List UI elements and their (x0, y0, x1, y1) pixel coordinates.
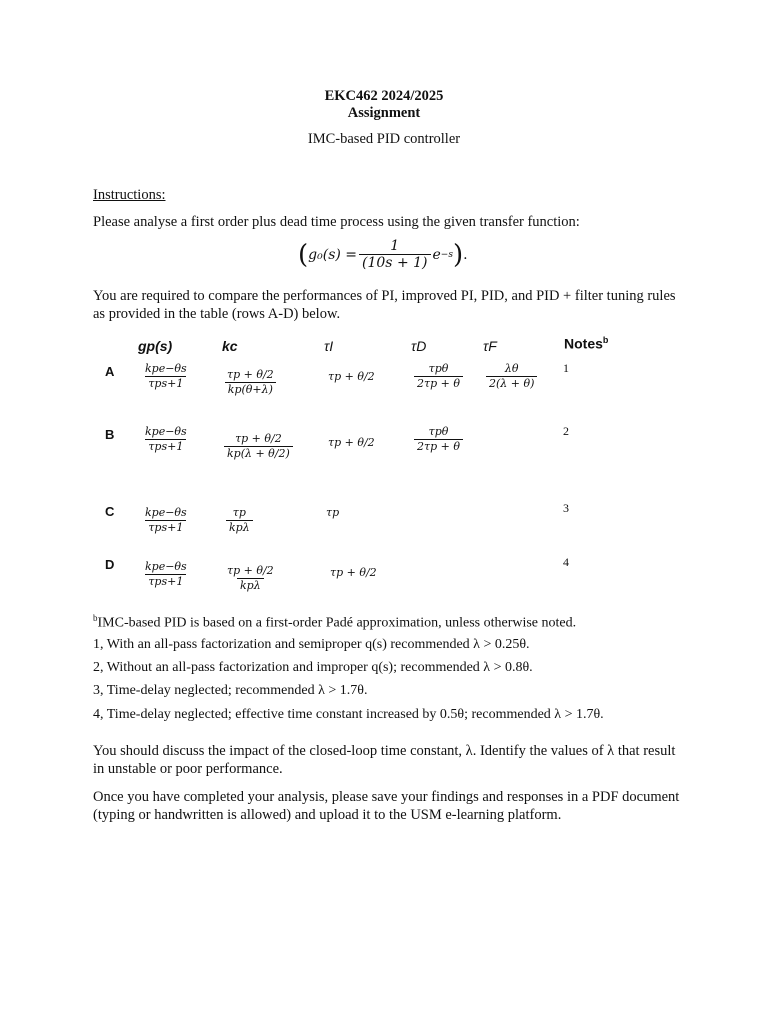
equation-exp-power: −s (440, 249, 453, 260)
compare-paragraph: You are required to compare the performances of PI, improved PI, PID, and PID + filter tuning rules as provided in the table (rows A-D) below. (93, 288, 676, 322)
cell-gp-b: $\frac{\text{kpe−θs}}{\text{τps+1}}$ (145, 425, 187, 453)
row-label-d: D (105, 557, 115, 572)
cell-gp-d: $\frac{\text{kpe−θs}}{\text{τps+1}}$ (145, 560, 187, 588)
cell-td-b: $\frac{\text{τpθ}}{2\tau p + \theta}$ (414, 425, 463, 454)
cell-tf-a: $\frac{\lambda\theta}{2(\lambda + \theta)}$ (486, 362, 537, 391)
doc-type: Assignment (347, 105, 421, 121)
footnote-b: $^b$IMC-based PID is based on a first-order Padé approximation, unless otherwise noted. (93, 613, 577, 631)
cell-kc-b: $\frac{\tau p + \theta/2}{kp(\lambda + \theta/2)}$ (224, 432, 293, 461)
cell-td-a: $\frac{\text{τpθ}}{2\tau p + \theta}$ (414, 362, 463, 391)
equation-exp: e (432, 246, 441, 263)
header-kc: kc (222, 338, 238, 354)
header-td: τD (411, 338, 427, 354)
cell-ti-b: τp + θ/2 (328, 436, 375, 449)
cell-gp-a: $\frac{\text{kpe−θs}}{\text{τps+1}}$ (145, 362, 187, 390)
header-gp: gp(s) (138, 338, 173, 354)
row-note-b: 2 (563, 424, 569, 438)
doc-subtitle: IMC-based PID controller (307, 131, 461, 147)
equation-denominator: (10s + 1) (359, 254, 430, 271)
footnote-1: 1, With an all-pass factorization and semiproper q(s) recommended λ > 0.25θ. (93, 637, 530, 652)
lambda-paragraph: You should discuss the impact of the closed-loop time constant, λ. Identify the values of λ that result in unstable or poor performance. (93, 743, 676, 777)
equation-numerator: 1 (390, 238, 400, 254)
header-tf: τF (483, 338, 497, 354)
row-note-d: 4 (563, 555, 569, 569)
footnote-3: 3, Time-delay neglected; recommended λ > 1.7θ. (93, 683, 368, 698)
equation-lhs: g₀(s) = (308, 246, 358, 263)
cell-gp-c: $\frac{\text{kpe−θs}}{\text{τps+1}}$ (145, 506, 187, 534)
course-code: EKC462 2024/2025 (324, 88, 444, 104)
footnote-4: 4, Time-delay neglected; effective time constant increased by 0.5θ; recommended λ > 1.7θ. (93, 707, 604, 722)
cell-ti-a: τp + θ/2 (328, 370, 375, 383)
row-label-c: C (105, 504, 115, 519)
cell-ti-c: τp (326, 506, 340, 519)
cell-kc-c: $\frac{\tau p}{\text{kpλ}}$ (226, 506, 253, 535)
row-note-c: 3 (563, 501, 569, 515)
row-label-b: B (105, 427, 115, 442)
header-ti: τI (324, 338, 334, 354)
submission-paragraph: Once you have completed your analysis, please save your findings and responses in a PDF document (typing or handwritten is allowed) and upload it to the USM e-learning platform. (93, 789, 680, 823)
row-note-a: 1 (563, 361, 569, 375)
footnote-2: 2, Without an all-pass factorization and improper q(s); recommended λ > 0.8θ. (93, 660, 533, 675)
cell-ti-d: τp + θ/2 (330, 566, 377, 579)
row-label-a: A (105, 364, 115, 379)
cell-kc-a: $\frac{\tau p + \theta/2}{kp(\theta+\lambda)}$ (224, 368, 277, 397)
header-notes: Notes$^b$ (564, 335, 609, 352)
intro-paragraph: Please analyse a first order plus dead time process using the given transfer function: (93, 214, 580, 230)
cell-kc-d: $\frac{\tau p + \theta/2}{\text{kpλ}}$ (227, 564, 274, 592)
instructions-heading: Instructions: (93, 187, 166, 203)
transfer-function-equation: ( g₀(s) = $\frac{1}{(10s + 1)}$ e −s ) . (298, 238, 468, 271)
